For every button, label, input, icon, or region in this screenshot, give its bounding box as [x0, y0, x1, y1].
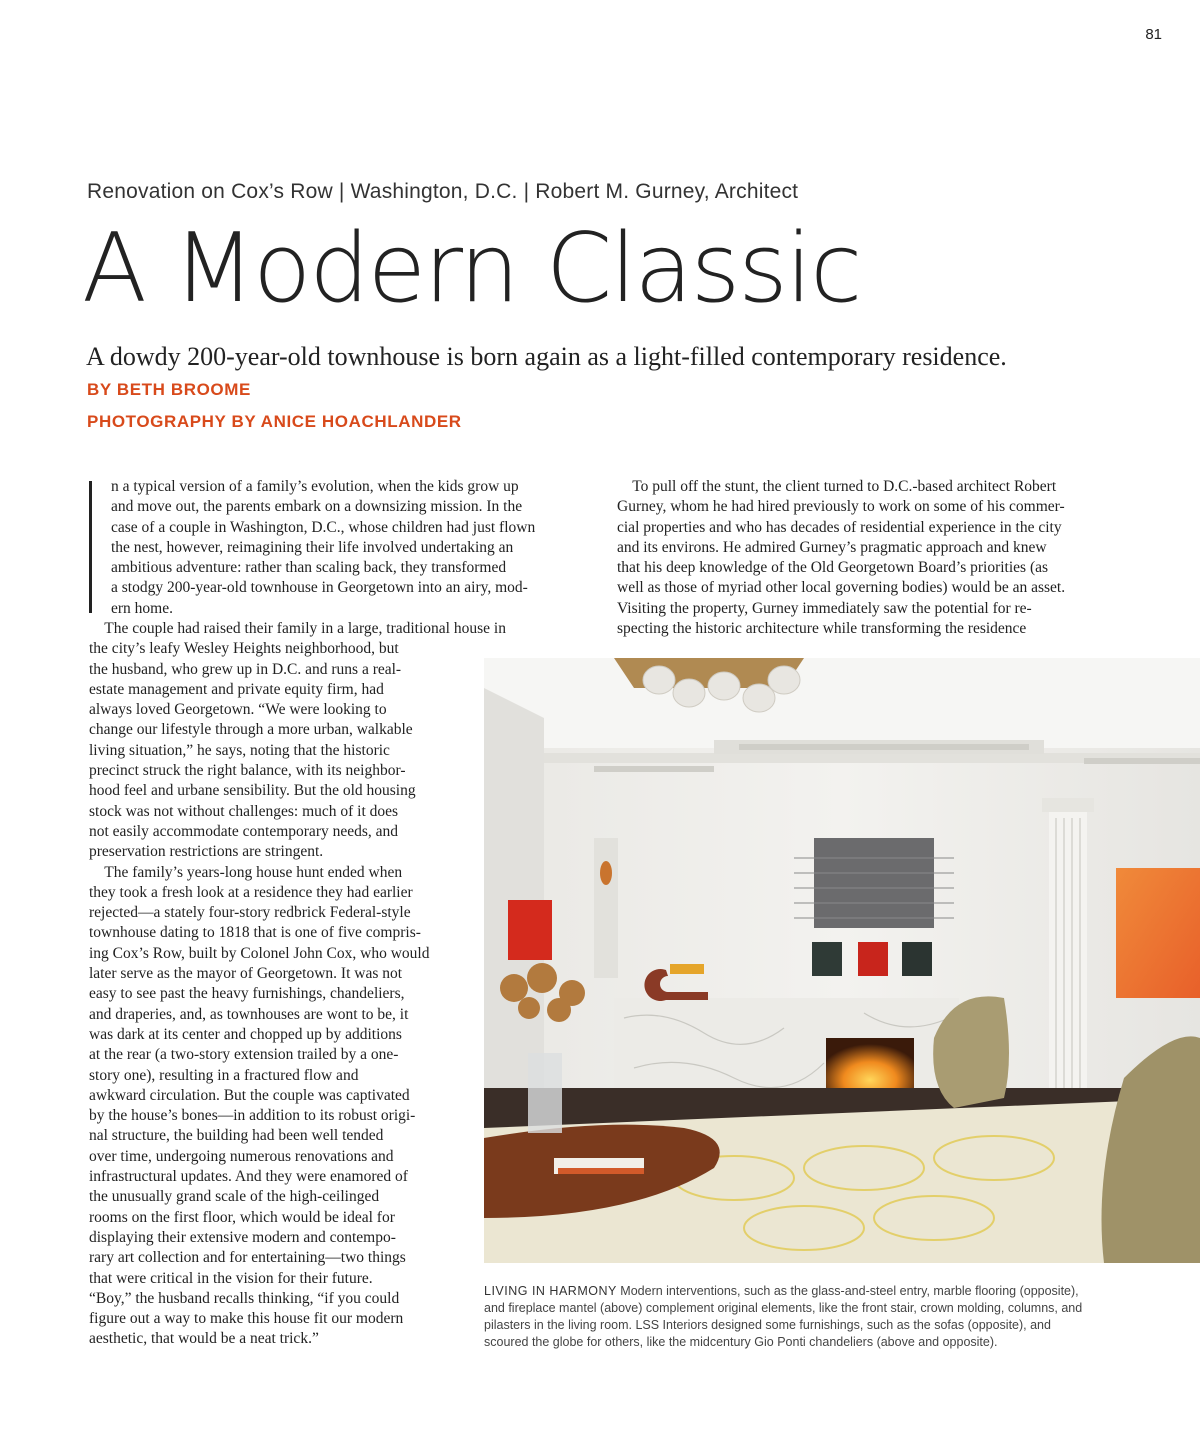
text-line: preservation restrictions are stringent. — [89, 843, 324, 861]
text-line: ambitious adventure: rather than scaling back, they transformed — [111, 559, 507, 577]
photo-credit: PHOTOGRAPHY BY ANICE HOACHLANDER — [87, 412, 462, 431]
text-line: a stodgy 200-year-old townhouse in Georgetown into an airy, mod- — [111, 579, 528, 597]
text-line: rejected—a stately four-story redbrick Federal-style — [89, 904, 411, 922]
panel-dark — [812, 942, 842, 976]
text-line: at the rear (a two-story extension trailed by a one- — [89, 1046, 399, 1064]
text-line: not easily accommodate contemporary needs, and — [89, 822, 399, 840]
wall-niche — [594, 838, 618, 978]
text-line: over time, undergoing numerous renovations and — [89, 1147, 394, 1165]
photo-caption — [484, 1283, 1164, 1351]
text-line: easy to see past the heavy furnishings, chandeliers, — [89, 985, 405, 1003]
column — [1049, 808, 1087, 1108]
text-line: the unusually grand scale of the high-ceilinged — [89, 1188, 380, 1206]
text-line: the city’s leafy Wesley Heights neighborhood, but — [89, 640, 399, 658]
living-room-photo — [484, 658, 1200, 1263]
text-line: ing Cox’s Row, built by Colonel John Cox, who would — [89, 944, 430, 962]
panel-dark-2 — [902, 942, 932, 976]
text-line: was dark at its center and chopped up by additions — [89, 1025, 402, 1043]
text-line: always loved Georgetown. “We were looking to — [89, 701, 387, 719]
text-line: To pull off the stunt, the client turned to D.C.-based architect Robert — [617, 478, 1057, 495]
text-line: living situation,” he says, noting that the historic — [89, 741, 390, 759]
text-line: cial properties and who has decades of residential experience in the city — [617, 518, 1062, 536]
body-column-1-intro — [111, 477, 601, 619]
text-line: rary art collection and for entertaining—two things — [89, 1249, 406, 1267]
text-line: The family’s years-long house hunt ended when — [89, 863, 403, 881]
text-line: “Boy,” the husband recalls thinking, “if you could — [89, 1289, 400, 1307]
caption-line-2: and fireplace mantel (above) complement original elements, like the front stair, crown molding, columns, and — [484, 1301, 1083, 1315]
text-line: hood feel and urbane sensibility. But the old housing — [89, 782, 416, 800]
orange-painting — [1116, 868, 1200, 998]
text-line: awkward circulation. But the couple was captivated — [89, 1086, 410, 1104]
panel-red — [858, 942, 888, 976]
text-line: stock was not without challenges: much of it does — [89, 802, 399, 820]
text-line: well as those of myriad other local governing bodies) would be an asset. — [617, 579, 1066, 597]
text-line: story one), resulting in a fractured flow and — [89, 1066, 359, 1084]
red-painting — [508, 900, 552, 960]
text-line: that were critical in the vision for their future. — [89, 1269, 373, 1287]
text-line: aesthetic, that would be a neat trick.” — [89, 1330, 319, 1348]
glass-vase — [528, 1053, 562, 1133]
text-line: later serve as the mayor of Georgetown. It was not — [89, 965, 403, 983]
text-line: Gurney, whom he had hired previously to work on some of his commer- — [617, 498, 1065, 516]
text-line: and its environs. He admired Gurney’s pragmatic approach and knew — [617, 538, 1047, 556]
text-line: they took a fresh look at a residence they had earlier — [89, 883, 413, 901]
text-line: by the house’s bones—in addition to its robust origi- — [89, 1107, 416, 1125]
text-line: infrastructural updates. And they were enamored of — [89, 1168, 408, 1186]
text-line: case of a couple in Washington, D.C., whose children had just flown — [111, 518, 536, 536]
body-column-1 — [89, 619, 506, 1350]
text-line: precinct struck the right balance, with its neighbor- — [89, 762, 406, 780]
article-kicker: Renovation on Cox’s Row | Washington, D.C. | Robert M. Gurney, Architect — [87, 180, 799, 203]
text-line: n a typical version of a family’s evolution, when the kids grow up — [111, 478, 519, 495]
caption-line-4: scoured the globe for others, like the midcentury Gio Ponti chandeliers (above and opposite). — [484, 1335, 998, 1349]
text-line: nal structure, the building had been well tended — [89, 1127, 384, 1145]
text-line: specting the historic architecture while transforming the residence — [617, 620, 1027, 638]
vase — [600, 861, 612, 885]
text-line: the nest, however, reimagining their life involved undertaking an — [111, 538, 514, 556]
caption-line-3: pilasters in the living room. LSS Interiors designed some furnishings, such as the sofas (opposite), and — [484, 1318, 1051, 1332]
caption-line-1: Modern interventions, such as the glass-and-steel entry, marble flooring (opposite), — [616, 1284, 1079, 1298]
drop-cap-i — [89, 481, 92, 613]
caption-label: LIVING IN HARMONY — [484, 1284, 617, 1298]
text-line: rooms on the first floor, which would be ideal for — [89, 1208, 395, 1226]
article-title: A Modern Classic — [82, 214, 861, 324]
living-room-illustration — [484, 658, 1200, 1263]
article-deck: A dowdy 200-year-old townhouse is born again as a light-filled contemporary residence. — [86, 342, 1007, 371]
byline: BY BETH BROOME — [87, 380, 251, 399]
text-line: that his deep knowledge of the Old Georgetown Board’s priorities (as — [617, 559, 1049, 577]
text-line: displaying their extensive modern and contempo- — [89, 1228, 396, 1246]
text-line: figure out a way to make this house fit our modern — [89, 1310, 404, 1328]
text-line: change our lifestyle through a more urban, walkable — [89, 721, 413, 739]
text-line: and move out, the parents embark on a downsizing mission. In the — [111, 498, 523, 516]
body-column-2 — [617, 477, 1127, 639]
text-line: Visiting the property, Gurney immediately saw the potential for re- — [617, 599, 1032, 617]
text-line: townhouse dating to 1818 that is one of five compris- — [89, 924, 421, 942]
ceiling — [484, 658, 1200, 748]
text-line: the husband, who grew up in D.C. and runs a real- — [89, 660, 402, 678]
text-line: and draperies, and, as townhouses are wont to be, it — [89, 1005, 409, 1023]
text-line: ern home. — [111, 599, 173, 617]
text-line: The couple had raised their family in a large, traditional house in — [89, 620, 506, 637]
text-line: estate management and private equity firm, had — [89, 680, 384, 698]
page-number: 81 — [1145, 26, 1162, 43]
wire-artwork — [814, 838, 934, 928]
